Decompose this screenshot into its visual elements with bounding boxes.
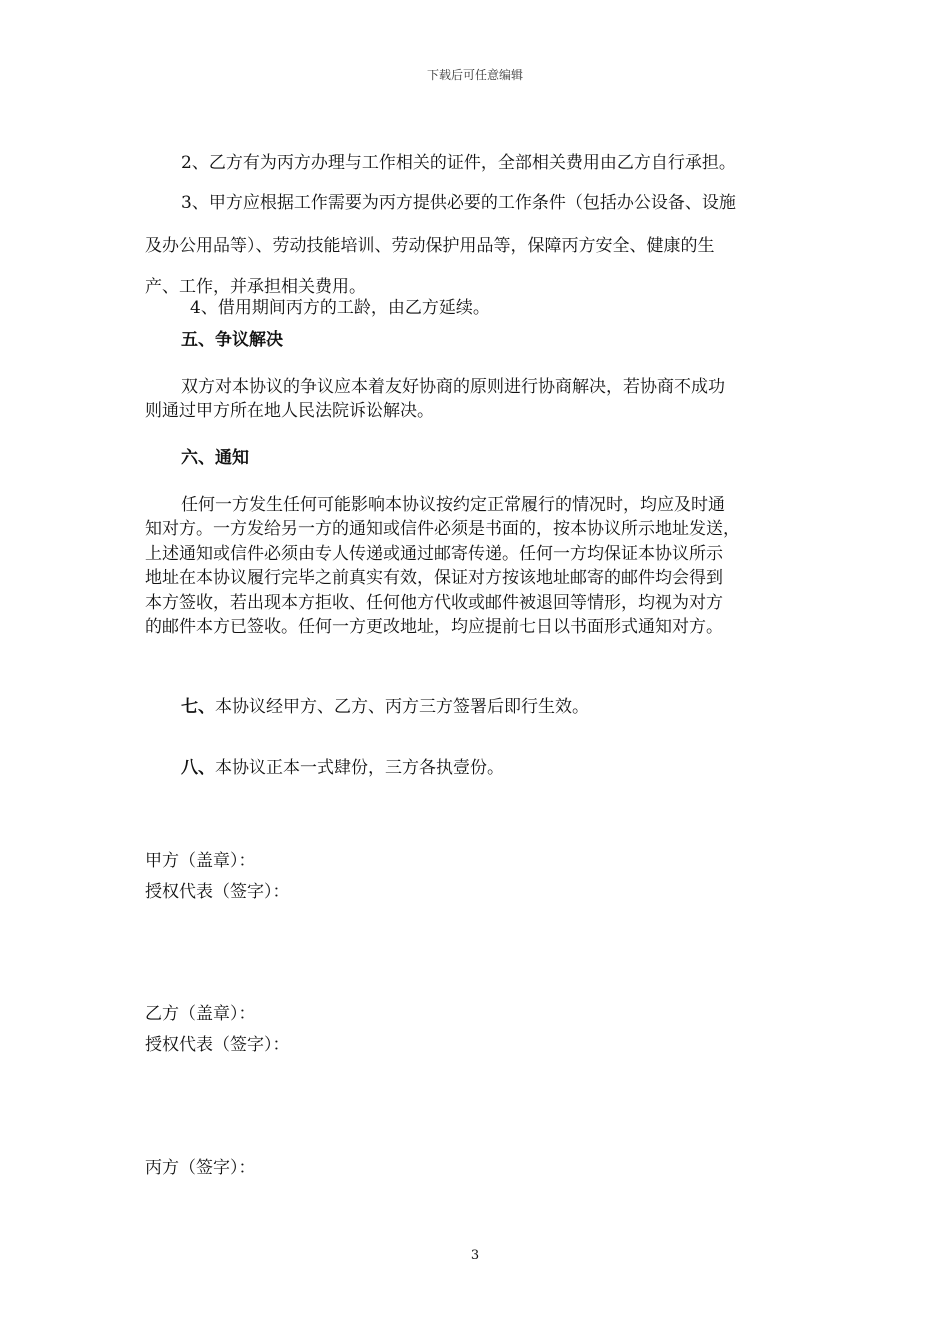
clause-item-3-line-1: 3、甲方应根据工作需要为丙方提供必要的工作条件（包括办公设备、设施: [181, 193, 736, 213]
notice-line-3: 上述通知或信件必须由专人传递或通过邮寄传递。任何一方均保证本协议所示: [145, 544, 723, 564]
party-c-sign-label: 丙方（签字）：: [145, 1158, 256, 1178]
clause-copies-number: 八、: [181, 758, 215, 778]
notice-line-2: 知对方。一方发给另一方的通知或信件必须是书面的，按本协议所示地址发送，: [145, 519, 740, 539]
page-header: 下载后可任意编辑: [426, 68, 523, 82]
clause-effective-text: 本协议经甲方、乙方、丙方三方签署后即行生效。: [215, 697, 589, 717]
clause-effective: [181, 692, 589, 717]
page-number: 3: [470, 1248, 480, 1263]
notice-line-1: 任何一方发生任何可能影响本协议按约定正常履行的情况时，均应及时通: [181, 495, 725, 515]
clause-copies: [181, 753, 504, 778]
section-heading-notice: 六、通知: [181, 448, 249, 468]
party-a-rep-label: 授权代表（签字）：: [145, 882, 290, 902]
clause-item-3-line-3: 产、工作，并承担相关费用。: [145, 277, 366, 297]
dispute-line-1: 双方对本协议的争议应本着友好协商的原则进行协商解决，若协商不成功: [181, 377, 725, 397]
clause-item-2: 2、乙方有为丙方办理与工作相关的证件，全部相关费用由乙方自行承担。: [181, 153, 736, 173]
dispute-line-2: 则通过甲方所在地人民法院诉讼解决。: [145, 401, 434, 421]
clause-item-4: 4、借用期间丙方的工龄，由乙方延续。: [190, 298, 490, 318]
notice-line-6: 的邮件本方已签收。任何一方更改地址，均应提前七日以书面形式通知对方。: [145, 617, 723, 637]
party-a-seal-label: 甲方（盖章）：: [145, 851, 256, 871]
clause-item-3-line-2: 及办公用品等）、劳动技能培训、劳动保护用品等，保障丙方安全、健康的生: [145, 236, 715, 256]
party-b-seal-label: 乙方（盖章）：: [145, 1004, 256, 1024]
clause-copies-text: 本协议正本一式肆份，三方各执壹份。: [215, 758, 504, 778]
notice-line-4: 地址在本协议履行完毕之前真实有效，保证对方按该地址邮寄的邮件均会得到: [145, 568, 723, 588]
party-b-rep-label: 授权代表（签字）：: [145, 1035, 290, 1055]
notice-line-5: 本方签收，若出现本方拒收、任何他方代收或邮件被退回等情形，均视为对方: [145, 593, 723, 613]
clause-effective-number: 七、: [181, 697, 215, 717]
section-heading-dispute: 五、争议解决: [181, 330, 283, 350]
